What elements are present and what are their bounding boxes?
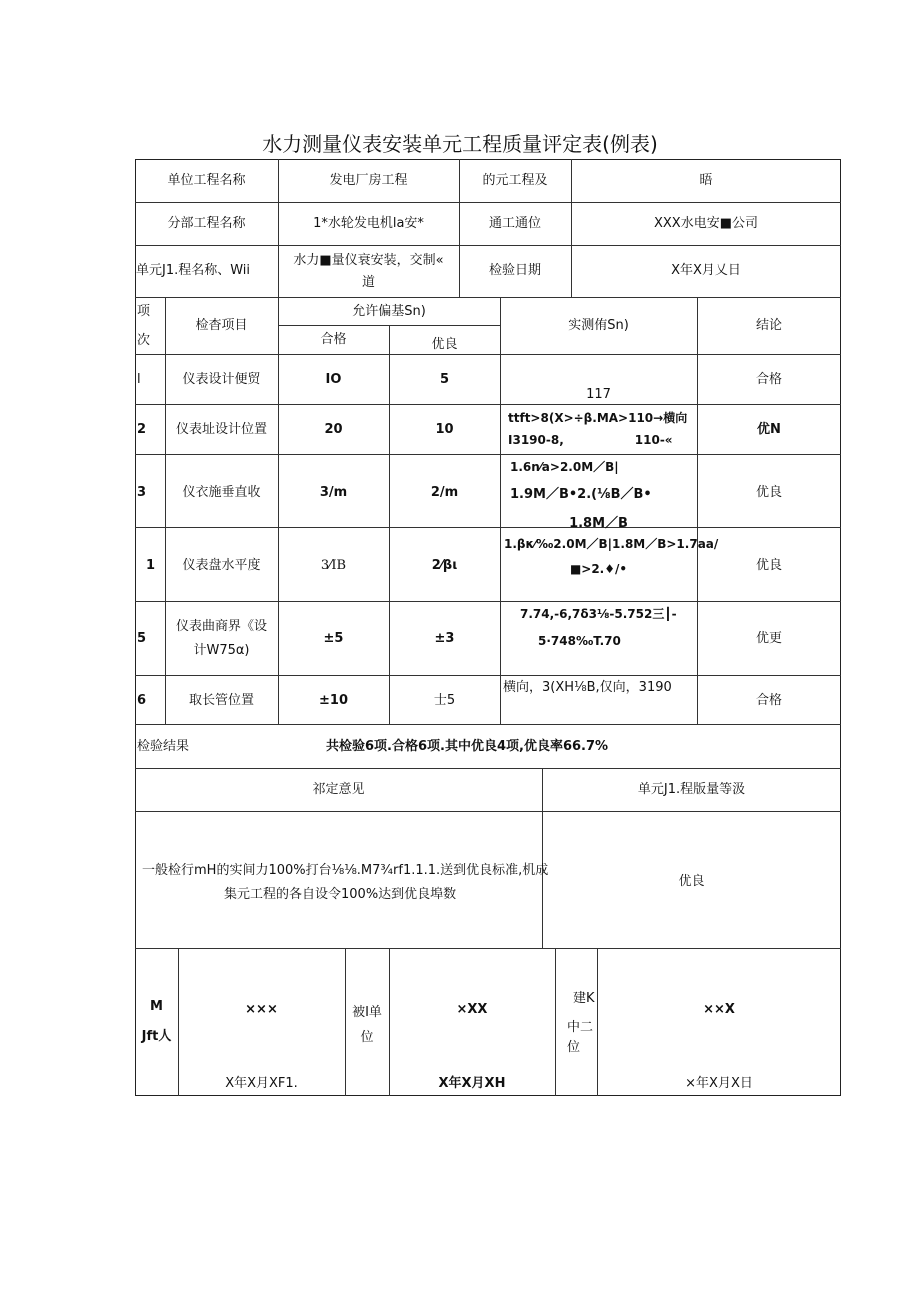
col-qualified: 合格	[320, 332, 347, 347]
col-excellent: 优良	[431, 337, 458, 352]
inspection-date-value: X年X月乂日	[671, 263, 741, 278]
row-divider	[135, 811, 841, 812]
col-divider	[555, 948, 556, 1096]
assessment-opinion-text: 一般检行mH的实间力100%打台⅛⅛.M7¾rf1.1.1.送到优良标准,机成	[142, 863, 549, 878]
row-excellent-value: 5	[439, 372, 450, 387]
row-conclusion: 优良	[755, 558, 782, 573]
row-qualified-value: ±5	[323, 631, 344, 646]
inspection-result-label: 检验结果	[137, 739, 190, 754]
row-qualified-value: 3/m	[319, 485, 348, 500]
row-number: 2	[137, 422, 147, 437]
row-conclusion: 优更	[755, 631, 782, 646]
row-number: l	[137, 372, 141, 387]
row-qualified-value: ±10	[319, 693, 348, 708]
row-qualified-value: 20	[324, 422, 343, 437]
signature-name: ××X	[703, 1002, 735, 1017]
construction-unit-value: XXX水电安■公司	[653, 216, 758, 231]
col-check-item: 检杳项目	[195, 318, 248, 333]
row-conclusion: 优良	[755, 485, 782, 500]
col-divider	[278, 297, 279, 724]
row-number: 3	[137, 485, 147, 500]
row-excellent-value: 2/m	[430, 485, 459, 500]
row-measured-value: ■>2.♦/•	[569, 562, 628, 576]
signature-date: X年X月XH	[438, 1076, 506, 1091]
row-check-item: 仪表曲商界《设	[175, 619, 267, 634]
col-divider	[500, 297, 501, 724]
row-divider	[135, 202, 841, 203]
row-check-item: 计W75α)	[193, 643, 250, 658]
quality-grade-label: 单元J1.程版量等汲	[637, 782, 746, 797]
row-measured-value: ttft>8(X>÷β.MA>110→横向	[508, 411, 688, 425]
row-divider	[135, 454, 841, 455]
row-measured-value: 1.8M／B	[569, 516, 628, 531]
signature-role: 建K	[573, 991, 595, 1006]
signature-name: ×XX	[456, 1002, 488, 1017]
element-project-value: 晤	[699, 173, 713, 188]
unit-element-value-line2: 道	[361, 275, 375, 290]
unit-element-value-line1: 水力■量仪衰安装，交制«	[293, 253, 444, 268]
row-number: 1	[146, 558, 156, 573]
row-divider	[135, 297, 841, 298]
row-excellent-value: 士5	[433, 693, 456, 708]
row-number: 6	[137, 693, 147, 708]
row-conclusion: 合格	[755, 693, 782, 708]
unit-project-value: 发电厂房工程	[329, 173, 408, 188]
signature-name: ×××	[245, 1002, 278, 1017]
page-title: 水力测量仪表安装单元工程质量评定表(例表)	[262, 132, 658, 156]
row-check-item: 仪表盘水平度	[182, 558, 261, 573]
signature-role: Jft人	[141, 1029, 172, 1044]
quality-grade-value: 优良	[678, 874, 705, 889]
inspection-date-label: 检验日期	[488, 263, 541, 278]
row-measured-value: 1.βκ⁄‰2.0M／B|1.8M／B>1.7aa/	[504, 537, 719, 551]
signature-date: ×年X月X日	[685, 1076, 753, 1091]
col-divider	[345, 948, 346, 1096]
row-conclusion: 优N	[757, 422, 781, 437]
row-divider	[135, 354, 841, 355]
construction-unit-label: 通工通位	[488, 216, 541, 231]
row-number: 5	[137, 631, 147, 646]
row-divider	[135, 675, 841, 676]
col-measured: 实测侑Sn)	[568, 318, 629, 333]
col-conclusion: 结论	[755, 318, 782, 333]
row-divider	[135, 601, 841, 602]
branch-project-label: 分部工程名称	[167, 216, 246, 231]
signature-date: X年X月XF1.	[225, 1076, 298, 1091]
row-measured-value: 117	[586, 387, 611, 402]
unit-element-label: 单元J1.程名称、Wii	[136, 263, 251, 278]
assessment-opinion-label: 祁定意见	[312, 782, 365, 797]
col-allowed-deviation: 允许偏基Sn)	[352, 304, 426, 319]
row-divider	[135, 404, 841, 405]
col-item-no-line1: 项	[137, 304, 151, 319]
row-measured-value: 1.6n⁄a>2.0M／B|	[510, 460, 619, 474]
row-measured-value: 横向，3(XH⅛B,仅向，3190	[503, 680, 672, 695]
branch-project-value: 1*水轮发电机la安*	[313, 216, 424, 231]
row-check-item: 仪表址设计位置	[175, 422, 267, 437]
col-item-no-line2: 次	[137, 333, 151, 348]
col-divider	[165, 297, 166, 724]
row-conclusion: 合格	[755, 372, 782, 387]
row-excellent-value: 10	[435, 422, 454, 437]
row-check-item: 仪衣施垂直收	[182, 485, 261, 500]
row-excellent-value: ±3	[434, 631, 455, 646]
signature-role: 被I单	[352, 1005, 382, 1020]
row-divider	[135, 245, 841, 246]
col-divider	[389, 948, 390, 1096]
row-excellent-value: 2⁄βι	[431, 558, 458, 573]
row-qualified-value: 3⁄IB	[320, 558, 347, 573]
col-divider	[697, 297, 698, 724]
row-measured-value: 1.9M／B•2.(⅛B／B•	[510, 487, 652, 502]
assessment-opinion-text: 集元工程的各自设令100%达到优良埠数	[224, 887, 457, 902]
row-measured-value: I3190-8, 110-«	[508, 433, 673, 447]
row-divider	[135, 724, 841, 725]
row-divider	[135, 768, 841, 769]
col-divider	[597, 948, 598, 1096]
signature-role: M	[150, 999, 163, 1014]
signature-role: 位	[567, 1040, 581, 1055]
col-divider	[178, 948, 179, 1096]
unit-project-label: 单位工程名称	[167, 173, 246, 188]
row-check-item: 取长管位置	[188, 693, 254, 708]
row-measured-value: 5·748‰T.70	[538, 634, 621, 648]
row-divider	[135, 948, 841, 949]
signature-role: 位	[360, 1030, 374, 1045]
row-measured-value: 7.74,-6,7δ3⅛-5.752三┃-	[520, 607, 677, 621]
row-qualified-value: IO	[325, 372, 342, 387]
inspection-result-value: 共检验6项.合格6项.其中优良4项,优良率66.7%	[326, 739, 609, 754]
row-check-item: 仪表设计便贸	[182, 372, 261, 387]
signature-role: 中二	[567, 1020, 594, 1035]
element-project-label: 的元工程及	[482, 173, 548, 188]
row-divider	[135, 527, 841, 528]
